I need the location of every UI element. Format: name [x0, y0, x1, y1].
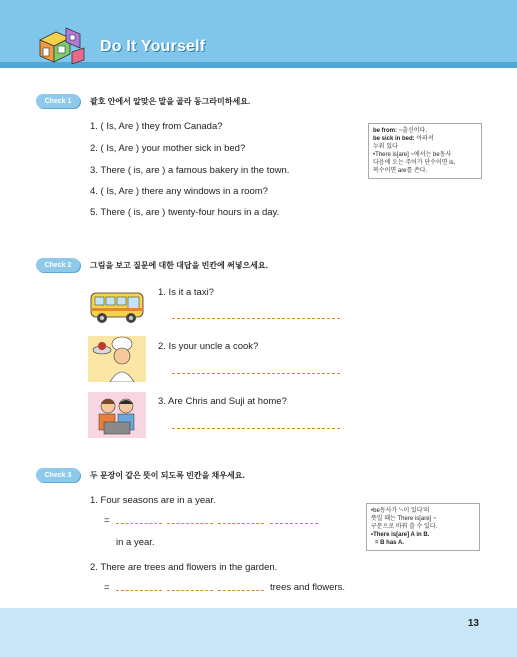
tip-text: •be동사가 '~이 있다'의	[371, 508, 430, 514]
answer-blank-2[interactable]	[172, 373, 340, 374]
page-title: Do It Yourself	[100, 38, 206, 55]
tip-text: 아파서	[414, 136, 434, 142]
check-1-badge: Check 1	[36, 94, 80, 108]
tip-term: be sick in bed:	[373, 136, 415, 142]
check-3-item-1-ending: in a year.	[116, 537, 155, 548]
answer-blank-8[interactable]	[116, 590, 162, 591]
tip-text: 구문으로 바꿔 쓸 수 있다.	[371, 524, 438, 530]
tip-text: 누워 있다	[373, 144, 398, 150]
check-1-item-4: 4. ( Is, Are ) there any windows in a room?	[90, 186, 268, 197]
footer-bar	[0, 608, 517, 657]
tip-term: be from:	[373, 128, 397, 134]
family-illustration	[88, 392, 146, 438]
answer-blank-4[interactable]	[116, 523, 162, 524]
check-3-item-1: 1. Four seasons are in a year.	[90, 495, 216, 506]
check-1-instruction: 괄호 안에서 알맞은 말을 골라 동그라미하세요.	[90, 97, 251, 106]
tip-text: 다음에 오는 주어가 단수이면 is,	[373, 160, 456, 166]
tip-rule: = B has A.	[375, 540, 404, 546]
answer-blank-3[interactable]	[172, 428, 340, 429]
check-2-badge: Check 2	[36, 258, 80, 272]
check-3-instruction: 두 문장이 같은 뜻이 되도록 빈칸을 채우세요.	[90, 471, 245, 480]
answer-blank-10[interactable]	[218, 590, 264, 591]
answer-blank-1[interactable]	[172, 318, 340, 319]
house-logo-icon	[36, 26, 86, 66]
answer-blank-7[interactable]	[270, 523, 318, 524]
check-1-item-3: 3. There ( is, are ) a famous bakery in the town.	[90, 165, 290, 176]
tip-text: 복수이면 are를 쓴다.	[373, 168, 428, 174]
answer-blank-9[interactable]	[167, 590, 213, 591]
answer-blank-5[interactable]	[167, 523, 213, 524]
tip-text: •There is[are] ~에서는 be동사	[373, 152, 452, 158]
tip-rule: •There is[are] A in B.	[371, 532, 430, 538]
check-1-item-1: 1. ( Is, Are ) they from Canada?	[90, 121, 223, 132]
cook-illustration	[88, 336, 146, 382]
answer-blank-6[interactable]	[218, 523, 264, 524]
check-2-instruction: 그림을 보고 질문에 대한 대답을 빈칸에 써넣으세요.	[90, 261, 268, 270]
check-2-item-3: 3. Are Chris and Suji at home?	[158, 396, 287, 407]
tip-text: 뜻일 때는 There is[are] ~	[371, 516, 437, 522]
check-3-item-2-ending: trees and flowers.	[270, 582, 345, 593]
tip-text: ~출신이다.	[397, 128, 428, 134]
check-3-badge: Check 3	[36, 468, 80, 482]
check-1-item-2: 2. ( Is, Are ) your mother sick in bed?	[90, 143, 246, 154]
bus-illustration	[88, 288, 146, 326]
check-1-tip-box	[368, 123, 482, 179]
check-1-item-5: 5. There ( is, are ) twenty-four hours in a day.	[90, 207, 280, 218]
check-3-item-2: 2. There are trees and flowers in the garden.	[90, 562, 278, 573]
check-2-item-1: 1. Is it a taxi?	[158, 287, 214, 298]
equals-sign: =	[104, 515, 110, 526]
check-2-item-2: 2. Is your uncle a cook?	[158, 341, 259, 352]
check-3-tip-box	[366, 503, 480, 551]
page-number: 13	[467, 618, 479, 629]
equals-sign: =	[104, 582, 110, 593]
